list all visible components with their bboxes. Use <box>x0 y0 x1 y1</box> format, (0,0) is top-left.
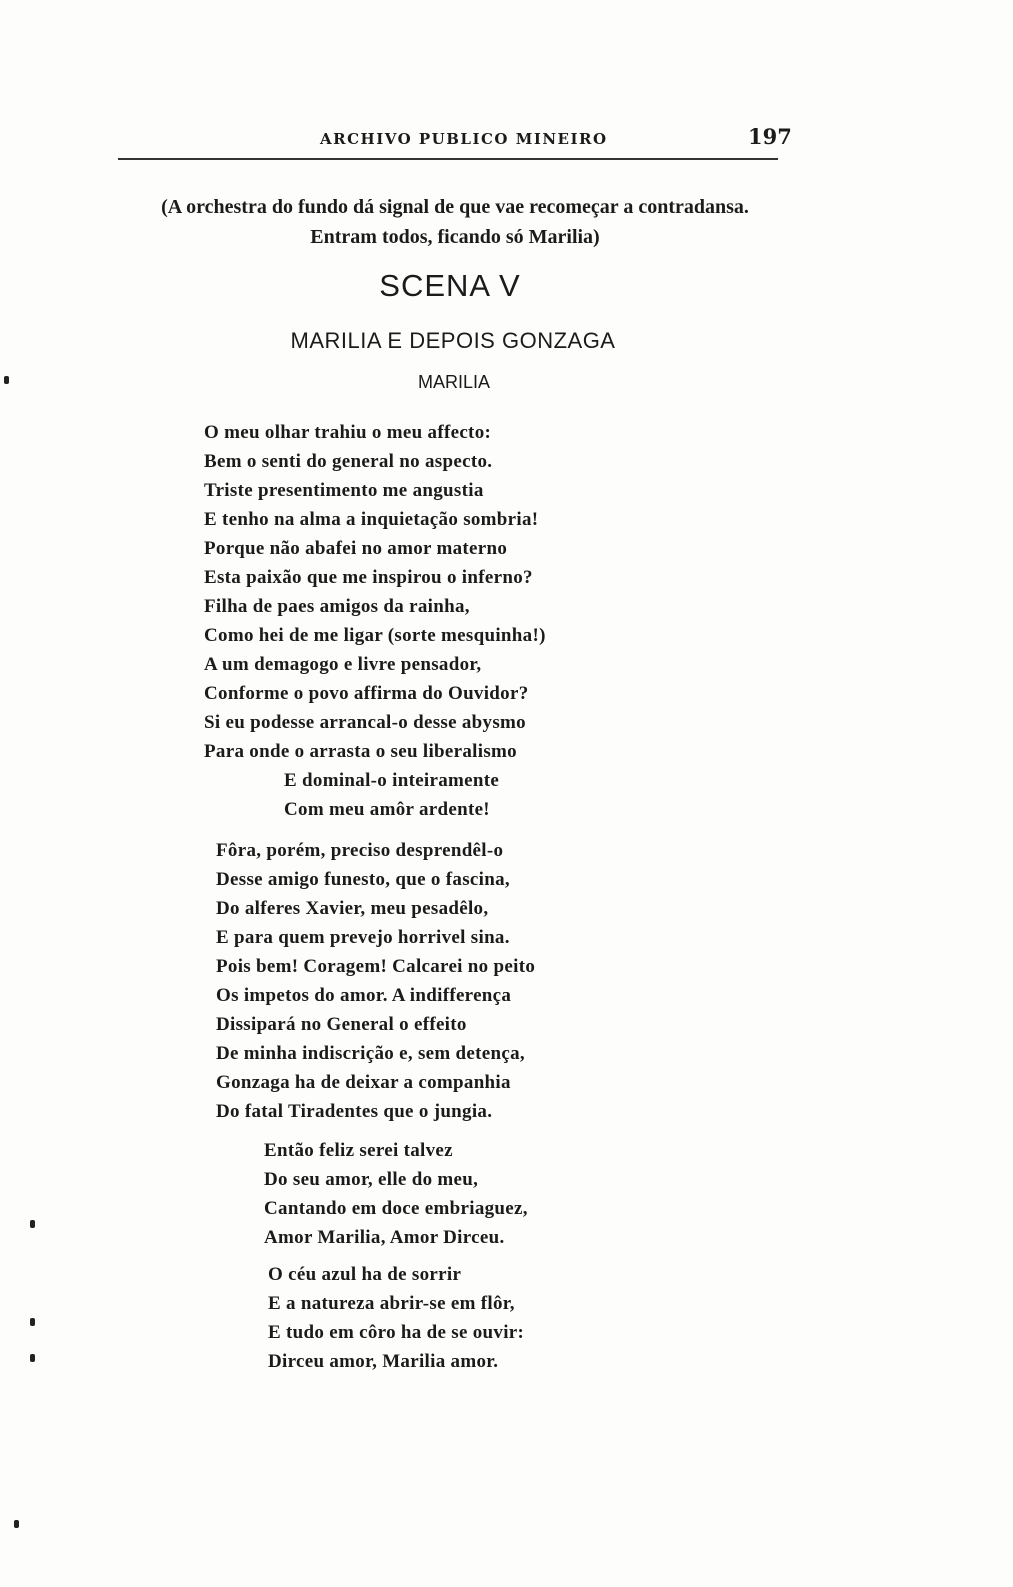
verse-line: Então feliz serei talvez <box>264 1140 453 1161</box>
verse-line: E para quem prevejo horrivel sina. <box>216 927 510 948</box>
stage-direction-line-2: Entram todos, ficando só Marilia) <box>310 226 600 248</box>
scan-speck <box>14 1520 19 1528</box>
scan-speck <box>4 376 9 384</box>
stanza-1 <box>204 418 546 824</box>
verse-line: Fôra, porém, preciso desprendêl-o <box>216 840 504 861</box>
verse-line: Conforme o povo affirma do Ouvidor? <box>204 683 529 704</box>
verse-line: Do alferes Xavier, meu pesadêlo, <box>216 898 489 919</box>
verse-line: Dissipará no General o effeito <box>216 1014 467 1035</box>
verse-line: Bem o senti do general no aspecto. <box>204 451 493 472</box>
verse-line: Gonzaga ha de deixar a companhia <box>216 1072 511 1093</box>
verse-line: Do fatal Tiradentes que o jungia. <box>216 1101 493 1122</box>
page-number: 197 <box>748 124 792 149</box>
verse-line: Dirceu amor, Marilia amor. <box>268 1351 499 1372</box>
verse-line: E dominal-o inteiramente <box>284 770 500 791</box>
verse-line: Triste presentimento me angustia <box>204 480 484 501</box>
scan-speck <box>30 1220 35 1228</box>
speaker-name: MARILIA <box>417 372 491 392</box>
stage-direction <box>110 192 800 252</box>
header-rule <box>118 158 778 160</box>
verse-line: Filha de paes amigos da rainha, <box>204 596 470 617</box>
verse-line: Com meu amôr ardente! <box>284 799 490 820</box>
verse-line: Desse amigo funesto, que o fascina, <box>216 869 510 890</box>
verse-line: De minha indiscrição e, sem detença, <box>216 1043 525 1064</box>
verse-line: O meu olhar trahiu o meu affecto: <box>204 422 492 443</box>
verse-line: O céu azul ha de sorrir <box>268 1264 462 1285</box>
verse-line: E tenho na alma a inquietação sombria! <box>204 509 539 530</box>
stanza-3 <box>264 1136 528 1252</box>
verse-line: Como hei de me ligar (sorte mesquinha!) <box>204 625 546 646</box>
verse-line: E a natureza abrir-se em flôr, <box>268 1293 515 1314</box>
stanza-2 <box>216 836 535 1126</box>
stage-direction-line-1: (A orchestra do fundo dá signal de que vae recomeçar a contradansa. <box>161 196 749 218</box>
verse-line: Porque não abafei no amor materno <box>204 538 508 559</box>
verse-line: Do seu amor, elle do meu, <box>264 1169 479 1190</box>
verse-line: Pois bem! Coragem! Calcarei no peito <box>216 956 536 977</box>
verse-line: A um demagogo e livre pensador, <box>204 654 482 675</box>
verse-line: Esta paixão que me inspirou o inferno? <box>204 567 533 588</box>
verse-line: Cantando em doce embriaguez, <box>264 1198 528 1219</box>
scan-speck <box>30 1318 35 1326</box>
scan-speck <box>30 1354 35 1362</box>
scene-title: SCENA V <box>379 268 521 303</box>
scene-subtitle: MARILIA E DEPOIS GONZAGA <box>290 328 616 353</box>
verse-line: Amor Marilia, Amor Dirceu. <box>264 1227 505 1248</box>
verse-line: Para onde o arrasta o seu liberalismo <box>204 741 517 762</box>
verse-line: Si eu podesse arrancal-o desse abysmo <box>204 712 526 733</box>
verse-line: E tudo em côro ha de se ouvir: <box>268 1322 525 1343</box>
stanza-4 <box>268 1260 524 1376</box>
running-head: ARCHIVO PUBLICO MINEIRO <box>320 130 608 148</box>
verse-line: Os impetos do amor. A indifferença <box>216 985 512 1006</box>
